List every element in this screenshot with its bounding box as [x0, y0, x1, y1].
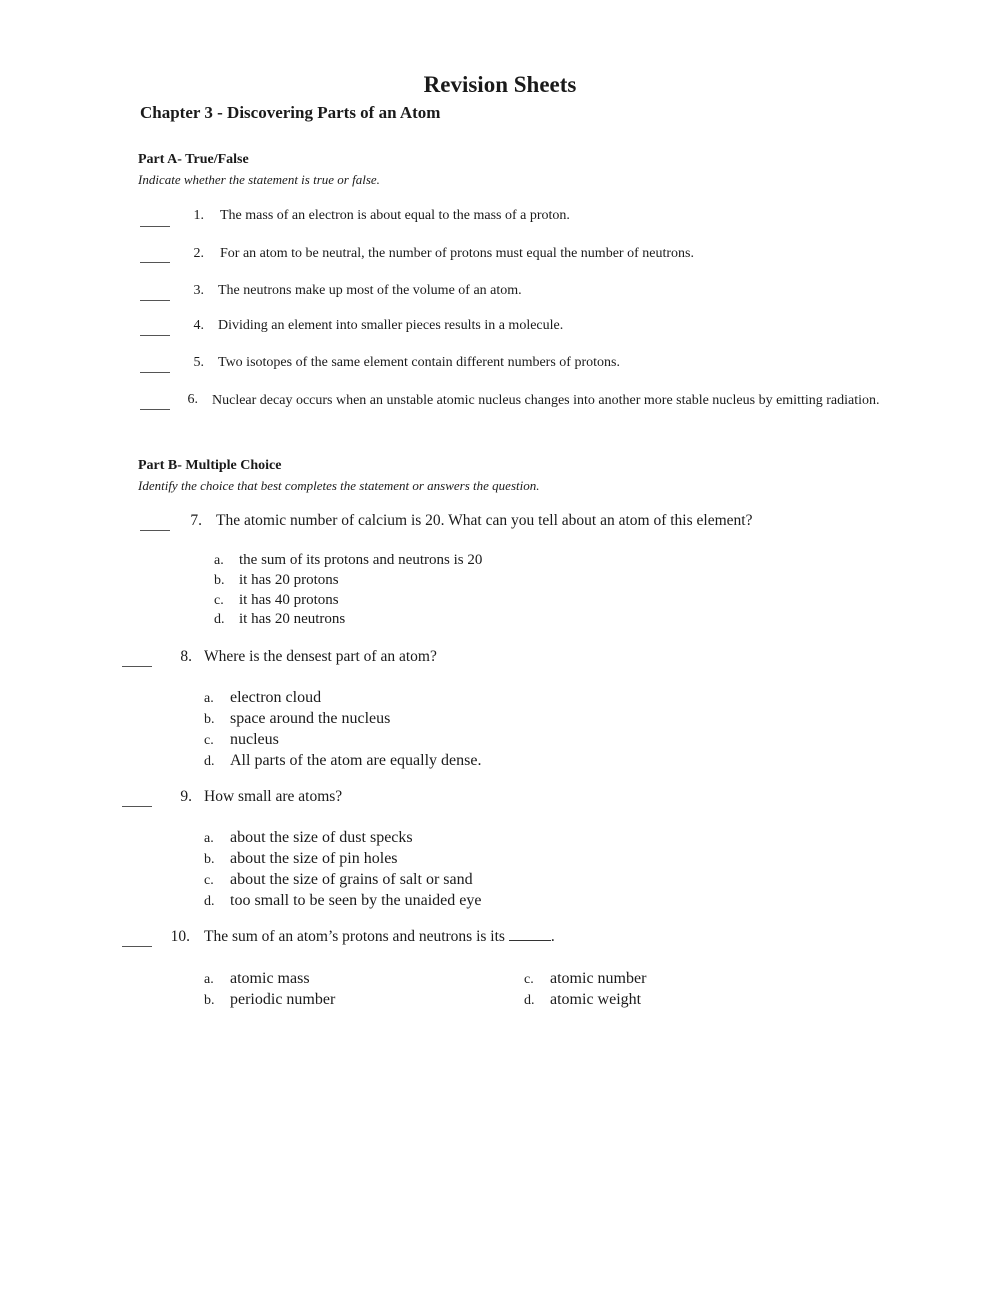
question-text-1: The mass of an electron is about equal to the mass of a proton. — [220, 208, 570, 223]
option-text-7a[interactable]: the sum of its protons and neutrons is 20 — [239, 552, 483, 568]
question-text-5: Two isotopes of the same element contain different numbers of protons. — [218, 355, 620, 370]
answer-blank-1[interactable] — [140, 226, 170, 227]
option-letter-8c: c. — [204, 733, 214, 748]
option-text-9c[interactable]: about the size of grains of salt or sand — [230, 871, 473, 888]
option-text-8c[interactable]: nucleus — [230, 731, 279, 748]
question-text-10 — [204, 928, 555, 946]
option-text-9b[interactable]: about the size of pin holes — [230, 850, 398, 867]
question-number-8: 8. — [180, 648, 192, 665]
option-letter-7b: b. — [214, 573, 225, 588]
question-text-7: The atomic number of calcium is 20. What can you tell about an atom of this element? — [216, 512, 753, 529]
option-text-9a[interactable]: about the size of dust specks — [230, 829, 413, 846]
part-b-instructions: Identify the choice that best completes the statement or answers the question. — [138, 478, 540, 493]
option-text-7c[interactable]: it has 40 protons — [239, 592, 339, 608]
option-letter-9c: c. — [204, 873, 214, 888]
option-text-7b[interactable]: it has 20 protons — [239, 572, 339, 588]
option-text-9d[interactable]: too small to be seen by the unaided eye — [230, 892, 482, 909]
question-text-4: Dividing an element into smaller pieces results in a molecule. — [218, 318, 564, 333]
question-number-3: 3. — [193, 283, 204, 298]
option-text-8a[interactable]: electron cloud — [230, 689, 322, 706]
question-number-4: 4. — [193, 318, 204, 333]
answer-blank-8[interactable] — [122, 666, 152, 667]
question-number-9: 9. — [180, 788, 192, 805]
question-text-10-before: The sum of an atom’s protons and neutrons is its — [204, 928, 505, 945]
question-number-7: 7. — [190, 512, 202, 529]
question-number-6: 6. — [187, 392, 198, 407]
option-letter-9d: d. — [204, 894, 215, 909]
option-text-10d[interactable]: atomic weight — [550, 991, 642, 1008]
part-a-instructions: Indicate whether the statement is true or false. — [138, 172, 380, 187]
part-b-title: Part B- Multiple Choice — [138, 458, 282, 473]
question-text-6: Nuclear decay occurs when an unstable atomic nucleus changes into another more stable nucleus by emitting radiation. — [212, 393, 880, 408]
answer-blank-3[interactable] — [140, 300, 170, 301]
option-letter-10a: a. — [204, 972, 214, 987]
answer-blank-5[interactable] — [140, 372, 170, 373]
option-text-8b[interactable]: space around the nucleus — [230, 710, 391, 727]
question-number-10: 10. — [170, 928, 190, 945]
option-text-10c[interactable]: atomic number — [550, 970, 647, 987]
option-letter-8a: a. — [204, 691, 214, 706]
chapter-heading: Chapter 3 - Discovering Parts of an Atom — [140, 103, 441, 122]
option-letter-10d: d. — [524, 993, 535, 1008]
question-text-9: How small are atoms? — [204, 788, 343, 805]
answer-blank-10[interactable] — [122, 946, 152, 947]
answer-blank-7[interactable] — [140, 530, 170, 531]
answer-blank-2[interactable] — [140, 262, 170, 263]
answer-blank-4[interactable] — [140, 335, 170, 336]
question-number-1: 1. — [193, 208, 204, 223]
question-text-8: Where is the densest part of an atom? — [204, 648, 437, 665]
option-letter-9b: b. — [204, 852, 215, 867]
option-letter-7c: c. — [214, 593, 224, 608]
option-letter-7d: d. — [214, 612, 225, 627]
answer-blank-9[interactable] — [122, 806, 152, 807]
question-number-5: 5. — [193, 355, 204, 370]
option-letter-8d: d. — [204, 754, 215, 769]
inline-answer-blank[interactable] — [509, 928, 551, 941]
option-letter-10c: c. — [524, 972, 534, 987]
question-text-3: The neutrons make up most of the volume of an atom. — [218, 283, 522, 298]
page-title: Revision Sheets — [423, 72, 577, 97]
option-letter-10b: b. — [204, 993, 215, 1008]
part-a-title: Part A- True/False — [138, 152, 249, 167]
option-text-10b[interactable]: periodic number — [230, 991, 336, 1008]
question-text-10-after: . — [550, 928, 555, 945]
question-number-2: 2. — [193, 246, 204, 261]
option-text-7d[interactable]: it has 20 neutrons — [239, 611, 346, 627]
option-letter-7a: a. — [214, 553, 224, 568]
option-letter-8b: b. — [204, 712, 215, 727]
option-text-10a[interactable]: atomic mass — [230, 970, 310, 987]
question-text-2: For an atom to be neutral, the number of protons must equal the number of neutrons. — [220, 246, 694, 261]
option-letter-9a: a. — [204, 831, 214, 846]
option-text-8d[interactable]: All parts of the atom are equally dense. — [230, 752, 482, 769]
answer-blank-6[interactable] — [140, 409, 170, 410]
